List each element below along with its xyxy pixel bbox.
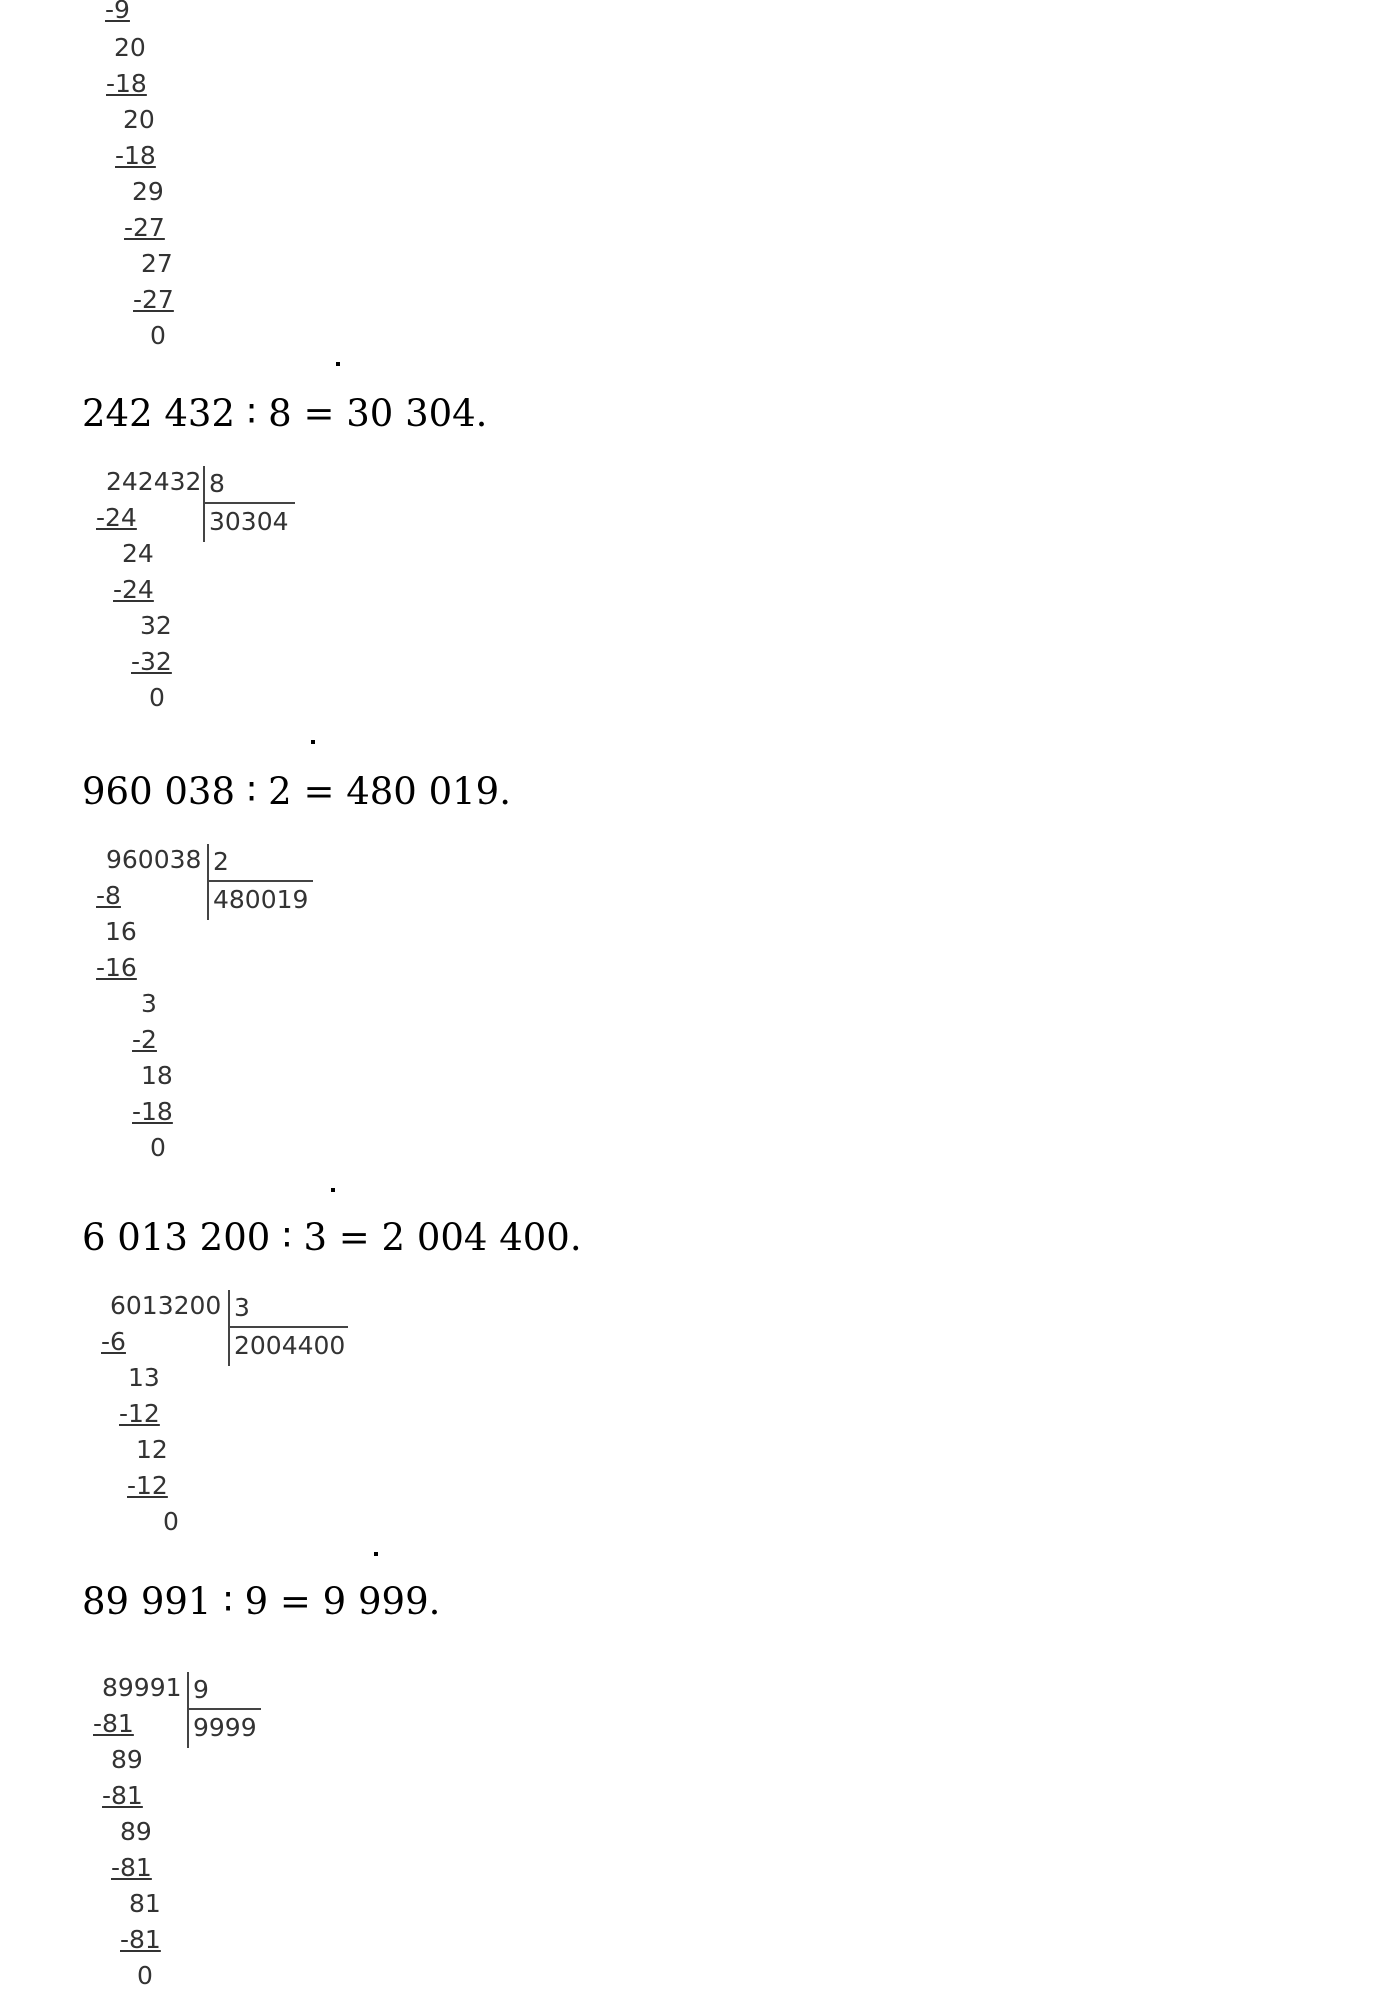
divisor-bracket bbox=[187, 1672, 261, 1748]
quotient: 9999 bbox=[193, 1713, 257, 1742]
final-remainder: 0 bbox=[137, 1961, 153, 1990]
divisor: 8 bbox=[209, 469, 225, 498]
divisor: 9 bbox=[193, 1675, 209, 1704]
equation-2: 960 038 ∶ 2 = 480 019. bbox=[82, 770, 511, 813]
remainder: 13 bbox=[128, 1363, 160, 1392]
remainder: 81 bbox=[129, 1889, 161, 1918]
dividend: 6013200 bbox=[110, 1291, 222, 1320]
dividend: 960038 bbox=[106, 845, 202, 874]
subtrahend: -81 bbox=[120, 1925, 161, 1954]
long-division-4 bbox=[0, 1666, 400, 2000]
subtrahend: -16 bbox=[96, 953, 137, 982]
remainder: 89 bbox=[111, 1745, 143, 1774]
subtrahend: -12 bbox=[127, 1471, 168, 1500]
remainder: 18 bbox=[141, 1061, 173, 1090]
long-division-continuation bbox=[0, 0, 400, 360]
subtrahend: -12 bbox=[119, 1399, 160, 1428]
remainder: 12 bbox=[136, 1435, 168, 1464]
subtrahend: -27 bbox=[124, 213, 165, 242]
divisor: 3 bbox=[234, 1293, 250, 1322]
long-division-1 bbox=[0, 460, 400, 730]
final-remainder: 0 bbox=[150, 321, 166, 350]
remainder: 27 bbox=[141, 249, 173, 278]
long-division-2 bbox=[0, 838, 400, 1178]
dot-mark bbox=[336, 362, 340, 366]
subtrahend: -18 bbox=[115, 141, 156, 170]
quotient: 2004400 bbox=[234, 1331, 346, 1360]
subtrahend: -81 bbox=[102, 1781, 143, 1810]
remainder: 20 bbox=[123, 105, 155, 134]
final-remainder: 0 bbox=[163, 1507, 179, 1536]
subtrahend: -24 bbox=[113, 575, 154, 604]
quotient: 30304 bbox=[209, 507, 289, 536]
remainder: 24 bbox=[122, 539, 154, 568]
dot-mark bbox=[311, 740, 315, 744]
subtrahend: -6 bbox=[101, 1327, 126, 1356]
divisor-bracket bbox=[203, 466, 295, 542]
dividend: 242432 bbox=[106, 467, 202, 496]
equation-3: 6 013 200 ∶ 3 = 2 004 400. bbox=[82, 1216, 582, 1259]
equation-1: 242 432 ∶ 8 = 30 304. bbox=[82, 392, 488, 435]
equation-4: 89 991 ∶ 9 = 9 999. bbox=[82, 1580, 441, 1623]
remainder: 3 bbox=[141, 989, 157, 1018]
long-division-3 bbox=[0, 1284, 420, 1554]
divisor-bracket bbox=[228, 1290, 348, 1366]
remainder: 89 bbox=[120, 1817, 152, 1846]
remainder: 16 bbox=[105, 917, 137, 946]
remainder: 20 bbox=[114, 33, 146, 62]
final-remainder: 0 bbox=[149, 683, 165, 712]
subtrahend: -32 bbox=[131, 647, 172, 676]
subtrahend: -24 bbox=[96, 503, 137, 532]
dot-mark bbox=[331, 1188, 335, 1192]
quotient: 480019 bbox=[213, 885, 309, 914]
subtrahend: -8 bbox=[96, 881, 121, 910]
remainder: 32 bbox=[140, 611, 172, 640]
subtrahend: -18 bbox=[106, 69, 147, 98]
dividend: 89991 bbox=[102, 1673, 182, 1702]
subtrahend: -81 bbox=[93, 1709, 134, 1738]
subtrahend: -27 bbox=[133, 285, 174, 314]
subtrahend: -18 bbox=[132, 1097, 173, 1126]
divisor-bracket bbox=[207, 844, 313, 920]
final-remainder: 0 bbox=[150, 1133, 166, 1162]
divisor: 2 bbox=[213, 847, 229, 876]
subtrahend: -9 bbox=[105, 0, 130, 24]
remainder: 29 bbox=[132, 177, 164, 206]
subtrahend: -81 bbox=[111, 1853, 152, 1882]
dot-mark bbox=[374, 1552, 378, 1556]
subtrahend: -2 bbox=[132, 1025, 157, 1054]
